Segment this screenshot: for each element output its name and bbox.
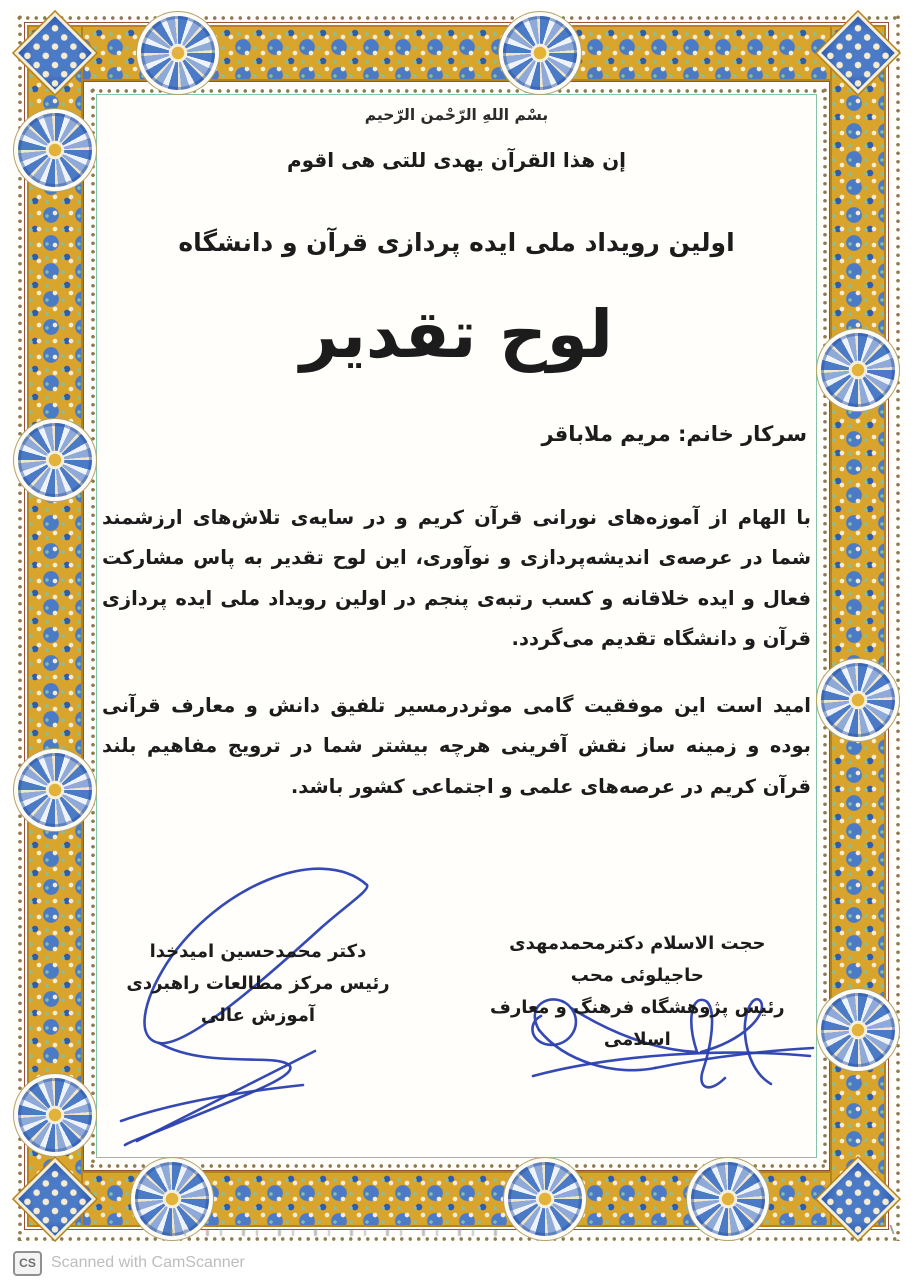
- signatory-right-name: حجت الاسلام دکترمحمدمهدی حاجیلوئی محب: [509, 933, 766, 986]
- camscanner-icon: CS: [13, 1251, 42, 1276]
- rosette-medallion: [691, 1162, 765, 1236]
- page-title: لوح تقدیر: [300, 296, 613, 373]
- recipient-name: سرکار خانم: مریم ملاباقر: [541, 421, 807, 446]
- signatory-left-block: [102, 936, 414, 1032]
- camscanner-watermark: [0, 1246, 915, 1280]
- signatory-right-block: [471, 928, 804, 1056]
- rosette-medallion: [18, 1078, 92, 1152]
- border-bead-row: [891, 11, 900, 1241]
- border-bead-row: [13, 11, 900, 20]
- signatory-left-name: دکتر محمدحسین امیدخدا: [149, 941, 367, 962]
- rosette-medallion: [18, 753, 92, 827]
- quran-verse: إن هذا القرآن یهدی للتی هی اقوم: [286, 148, 627, 172]
- rosette-medallion: [135, 1162, 209, 1236]
- edge-mark-artifact: [885, 1225, 899, 1234]
- camscanner-text: Scanned with CamScanner: [51, 1254, 245, 1271]
- signatory-left-title: رئیس مرکز مطالعات راهبردی آموزش عالی: [126, 973, 390, 1026]
- rosette-medallion: [503, 16, 577, 90]
- border-illumination-band: [27, 25, 83, 1227]
- rosette-medallion: [821, 663, 895, 737]
- certificate-content: [102, 98, 811, 1154]
- signatory-right-title: رئیس پژوهشگاه فرهنگ و معارف اسلامی: [490, 997, 785, 1050]
- event-title: اولین رویداد ملی ایده پردازی قرآن و دانشگاه: [178, 228, 735, 257]
- signature-area: [102, 850, 811, 1150]
- rosette-medallion: [141, 16, 215, 90]
- border-bead-row: [818, 84, 827, 1168]
- border-bead-row: [13, 11, 22, 1241]
- body-paragraph-2: امید است این موفقیت گامی موثردرمسیر تلفیق دانش و معارف قرآنی بوده و زمینه ساز نقش آفرینی هرچه بیشتر شما در ترویج مفاهیم بلند قرآن کریم در عرصه‌های علمی و اجتماعی کشور باشد.: [102, 693, 811, 798]
- body-paragraph-1: با الهام از آموزه‌های نورانی قرآن کریم و در سایه‌ی تلاش‌های ارزشمند شما در عرصه‌ی اندیشه‌پردازی و نوآوری، این لوح تقدیر به پاس مشارکت فعال و ایده خلاقانه و کسب رتبه‌ی پنجم در اولین رویداد ملی ایده پردازی قرآن و دانشگاه تقدیم می‌گردد.: [102, 505, 811, 651]
- border-bead-row: [86, 84, 95, 1168]
- rosette-medallion: [821, 333, 895, 407]
- rosette-medallion: [508, 1162, 582, 1236]
- rosette-medallion: [18, 113, 92, 187]
- rosette-medallion: [821, 993, 895, 1067]
- bismillah-text: بسْم اللهِ الرّحْمن الرّحیم: [364, 106, 549, 124]
- border-bead-row: [86, 84, 827, 93]
- rosette-medallion: [18, 423, 92, 497]
- certificate-page: [10, 8, 903, 1244]
- cropped-text-artifact: [170, 1229, 500, 1236]
